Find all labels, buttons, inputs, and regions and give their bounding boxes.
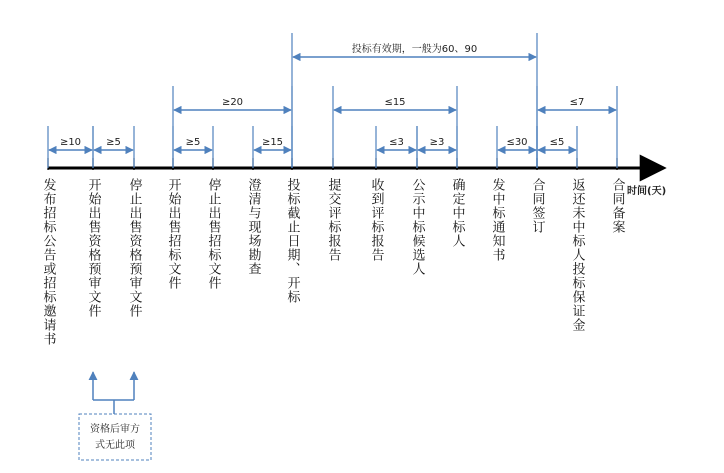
milestone-label: 开始出售招标文件: [165, 178, 181, 290]
milestone-label: 公示中标候选人: [409, 178, 425, 276]
milestone-label: 发中标通知书: [489, 178, 505, 262]
interval-bracket: [417, 126, 457, 168]
interval-label: ≤5: [549, 137, 565, 148]
interval-label: ≥5: [185, 137, 201, 148]
interval-label: ≤30: [506, 137, 528, 148]
interval-bracket: [333, 86, 457, 168]
note-line-2: 式无此项: [95, 440, 135, 451]
interval-label: ≥3: [429, 137, 445, 148]
milestone-label: 开始出售资格预审文件: [85, 178, 101, 318]
interval-bracket: [537, 126, 577, 168]
interval-label: ≥5: [106, 137, 121, 148]
interval-bracket: [48, 126, 93, 168]
interval-label: 投标有效期，一般为60、90: [351, 44, 478, 55]
milestone-label: 停止出售招标文件: [205, 178, 221, 290]
milestone-labels: [41, 177, 626, 346]
milestone-label: 合同签订: [529, 178, 545, 234]
milestone-label: 合同备案: [609, 178, 625, 234]
note-box: [79, 414, 151, 460]
interval-label: ≥20: [221, 97, 244, 108]
axis-label: 时间(天): [627, 186, 667, 197]
interval-brackets: [48, 33, 617, 168]
interval-bracket: [292, 33, 537, 168]
interval-bracket: [173, 126, 213, 168]
milestone-label: 投标截止日期、开标: [284, 178, 300, 304]
milestone-label: 确定中标人: [449, 178, 465, 248]
interval-bracket: [173, 86, 292, 168]
interval-label: ≤15: [384, 97, 406, 108]
interval-bracket: [497, 126, 537, 168]
milestone-label: 澄清与现场勘查: [245, 178, 261, 276]
interval-bracket: [253, 126, 292, 168]
milestone-label: 发布招标公告或招标邀请书: [40, 178, 56, 346]
interval-label: ≤7: [569, 97, 585, 108]
note-line-1: 资格后审方: [90, 424, 140, 435]
interval-label: ≥15: [261, 137, 284, 148]
note-group: [79, 372, 151, 460]
interval-bracket: [376, 126, 417, 168]
interval-label: ≤3: [389, 137, 404, 148]
milestone-label: 停止出售资格预审文件: [126, 178, 142, 318]
interval-bracket: [93, 126, 134, 168]
interval-label: ≥10: [59, 137, 82, 148]
milestone-label: 收到评标报告: [368, 178, 384, 262]
milestone-label: 返还未中标人投标保证金: [569, 178, 585, 332]
milestone-label: 提交评标报告: [325, 178, 341, 262]
